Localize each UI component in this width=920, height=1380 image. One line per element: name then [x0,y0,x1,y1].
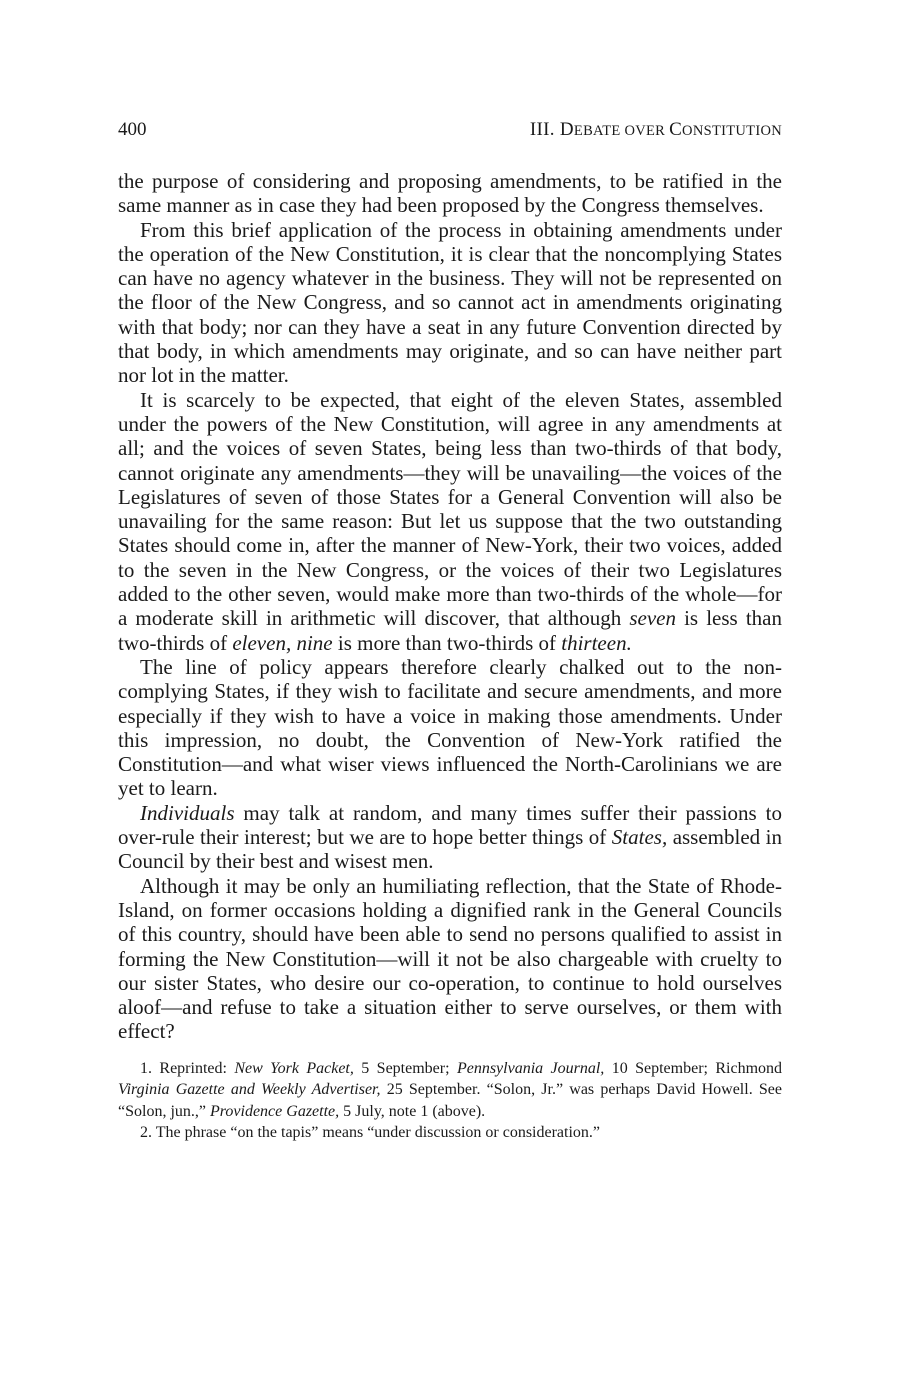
italic-text: Virginia Gazette and Weekly Advertiser, [118,1081,381,1099]
text-run: The line of policy appears therefore clearly chalked out to the noncomplying States, if they wish to facilitate and secure amendments, and more especially if they wish to have a voice in making those amendments. Under this impression, no doubt, the Convention of New-York ratified the Constitution—and what wiser views influenced the North-Carolinians we are yet to learn. [118,654,782,801]
running-head [118,118,782,143]
italic-text: Pennsylvania Journal, [456,1059,605,1077]
italic-text: thirteen. [561,630,632,655]
text-run: Although it may be only an humiliating reflection, that the State of Rhode-Island, on former occasions holding a dignified rank in the General Councils of this country, should have been able to send no persons qualified to assist in forming the New Constitution—will it not be also chargeable with cruelty to our sister States, who desire our co-operation, to continue to hold ourselves aloof—and refuse to take a situation either to serve ourselves, or them with effect? [118,873,782,1044]
paragraph [118,218,782,388]
title-smallcaps-2: ONSTITUTION [682,123,782,139]
italic-text: Providence Gazette, [210,1102,340,1120]
text-run: 1. Reprinted: [140,1059,235,1077]
text-run: assembled in Council by their best and wisest men. [118,825,782,874]
italic-text: seven [629,606,676,631]
text-run: It is scarcely to be expected, that eight of the eleven States, assembled under the powers of the New Constitution, will agree in any amendments at all; and the voices of seven States, being less than two-thirds of that body, cannot originate any amendments—they will be unavailing—the voices of the Legislatures of seven of those States for a General Convention will also be unavailing for the same reason: But let us suppose that the two outstanding States should come in, after the manner of New-York, their two voices, added to the seven in the New Congress, or the voices of their two Legislatures added to the other seven, would make more than two-thirds of the whole—for a moderate skill in arithmetic will discover, that although [118,387,782,631]
title-initial-1: D [559,119,574,140]
text-run: 2. The phrase “on the tapis” means “under discussion or consideration.” [140,1124,601,1142]
footnote [118,1058,782,1123]
italic-text: Individuals [140,800,235,825]
text-run: From this brief application of the process in obtaining amendments under the operation of the New Constitution, it is clear that the noncomplying States can have no agency whatever in the business. They will not be represented on the floor of the New Congress, and so cannot act in amendments originating with that body; nor can they have a seat in any future Convention directed by that body, in which amendments may originate, and so can have neither part nor lot in the matter. [118,217,782,388]
text-run: may talk at random, and many times suffer their passions to over-rule their interest; but we are to hope better things of [118,800,782,850]
body-text [118,169,782,1044]
page-number: 400 [118,119,147,140]
italic-text: New York Packet, [234,1059,354,1077]
text-run: is more than two-thirds of [332,630,562,655]
text-run: 5 July, note 1 (above). [339,1102,486,1120]
italic-text: eleven, nine [232,630,333,655]
italic-text: States, [611,825,668,850]
text-run: 10 September; Richmond [604,1059,783,1077]
footnote [118,1122,782,1144]
document-page [118,118,782,1144]
title-smallcaps-1: EBATE OVER [573,123,670,139]
text-run: 5 September; [353,1059,457,1077]
running-title [530,118,782,143]
paragraph [118,801,782,874]
text-run: is less than two-thirds of [118,606,782,655]
footnotes [118,1058,782,1144]
paragraph [118,655,782,801]
paragraph [118,388,782,655]
title-initial-2: C [669,119,683,140]
text-run: 25 September. “Solon, Jr.” was perhaps David Howell. See “Solon, jun.,” [118,1081,782,1120]
paragraph [118,169,782,218]
section-numeral: III. [529,119,560,140]
text-run: the purpose of considering and proposing amendments, to be ratified in the same manner as in case they had been proposed by the Congress themselves. [118,169,782,218]
paragraph [118,874,782,1044]
